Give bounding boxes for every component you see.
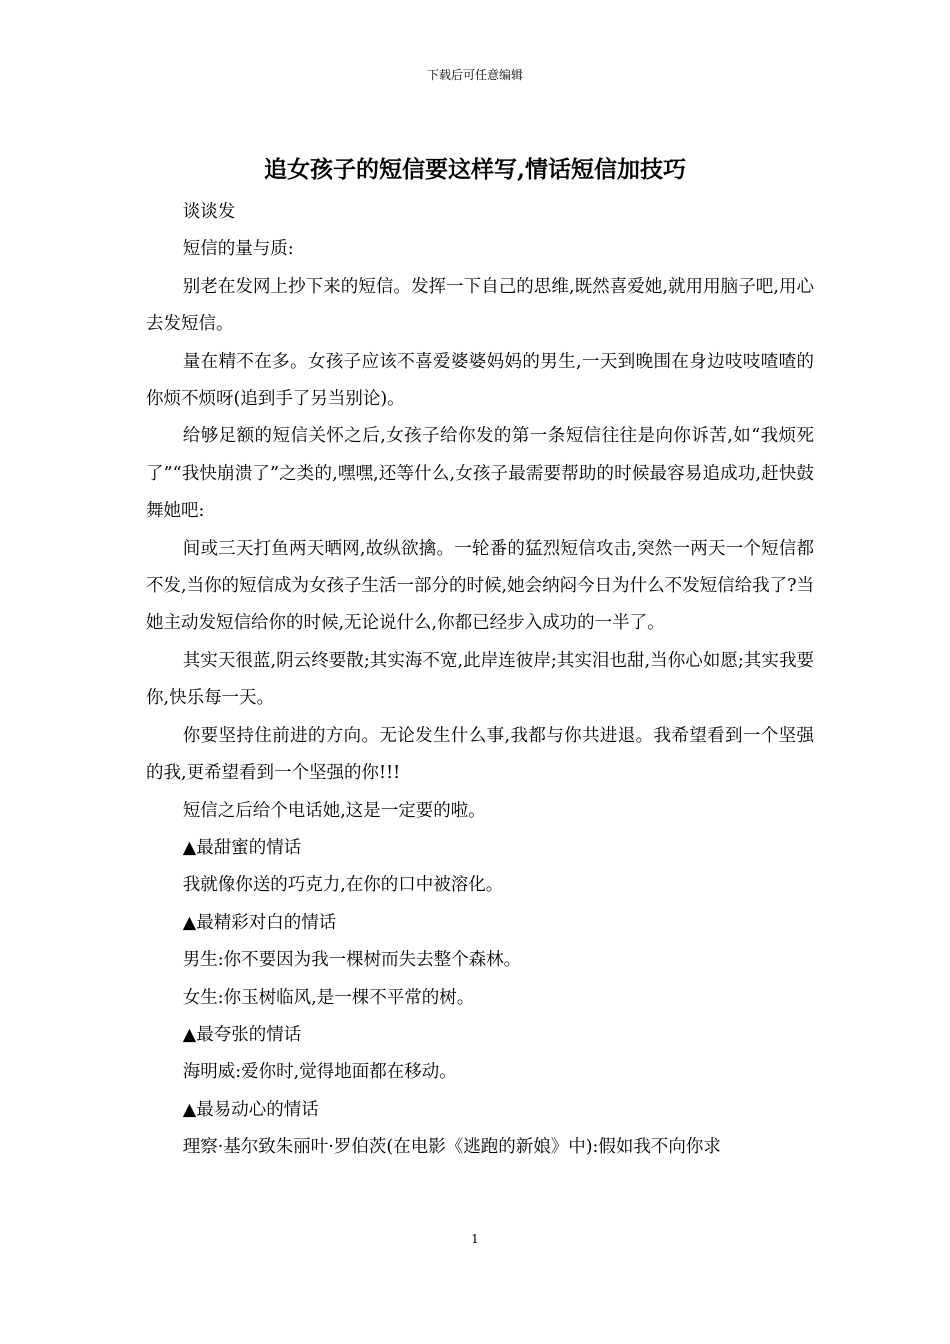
paragraph: 短信的量与质:	[182, 239, 294, 260]
paragraph: 你要坚持住前进的方向。无论发生什么事,我都与你共进退。我希望看到一个坚强的我,更希望看到一个坚强的你!!!	[146, 725, 814, 784]
paragraph: 间或三天打鱼两天晒网,故纵欲擒。一轮番的猛烈短信攻击,突然一两天一个短信都不发,当你的短信成为女孩子生活一部分的时候,她会纳闷今日为什么不发短信给我了?当她主动发短信给你的时候,无论说什么,你都已经步入成功的一半了。	[146, 538, 815, 634]
paragraph: 理察·基尔致朱丽叶·罗伯茨(在电影《逃跑的新娘》中):假如我不向你求	[182, 1137, 721, 1158]
document-body	[146, 194, 814, 1167]
paragraph: 谈谈发	[182, 202, 236, 222]
document-title: 追女孩子的短信要这样写,情话短信加技巧	[263, 156, 686, 183]
paragraph: 男生:你不要因为我一棵树而失去整个森林。	[182, 950, 522, 971]
page-number: 1	[471, 1232, 479, 1246]
paragraph: 短信之后给个电话她,这是一定要的啦。	[182, 800, 486, 821]
section-heading: ▲最夸张的情话	[182, 1024, 302, 1045]
section-heading: ▲最精彩对白的情话	[182, 912, 337, 933]
paragraph: 其实天很蓝,阴云终要散;其实海不宽,此岸连彼岸;其实泪也甜,当你心如愿;其实我要你,快乐每一天。	[146, 650, 814, 709]
section-heading: ▲最易动心的情话	[182, 1099, 319, 1120]
paragraph: 女生:你玉树临风,是一棵不平常的树。	[182, 987, 475, 1008]
paragraph: 别老在发网上抄下来的短信。发挥一下自己的思维,既然喜爱她,就用用脑子吧,用心去发短信。	[146, 276, 814, 335]
paragraph: 海明威:爱你时,觉得地面都在移动。	[182, 1062, 457, 1083]
paragraph: 量在精不在多。女孩子应该不喜爱婆婆妈妈的男生,一天到晚围在身边吱吱喳喳的你烦不烦呀(追到手了另当别论)。	[146, 351, 814, 410]
paragraph: 我就像你送的巧克力,在你的口中被溶化。	[182, 875, 504, 896]
header-note: 下载后可任意编辑	[426, 68, 523, 82]
paragraph: 给够足额的短信关怀之后,女孩子给你发的第一条短信往往是向你诉苦,如“我烦死了”“我快崩溃了”之类的,嘿嘿,还等什么,女孩子最需要帮助的时候最容易追成功,赶快鼓舞她吧:	[146, 426, 814, 522]
section-heading: ▲最甜蜜的情话	[182, 837, 302, 858]
